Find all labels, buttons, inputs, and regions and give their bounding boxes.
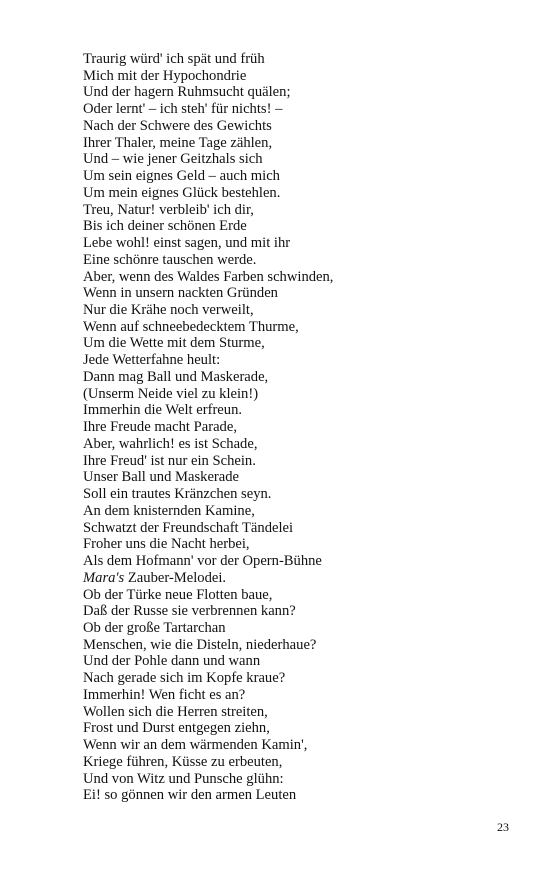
- poem-line: Nur die Krähe noch verweilt,: [83, 302, 254, 319]
- poem-line: Immerhin! Wen ficht es an?: [83, 686, 246, 703]
- poem-line: Und von Witz und Punsche glühn:: [83, 770, 284, 787]
- poem-line-rest: Zauber-Melodei.: [124, 569, 227, 586]
- poem-line: Ob der große Tartarchan: [83, 619, 226, 636]
- poem-line: Schwatzt der Freundschaft Tändelei: [83, 519, 294, 536]
- poem-line: Aber, wahrlich! es ist Schade,: [83, 435, 258, 452]
- poem-line: Um die Wette mit dem Sturme,: [83, 335, 265, 352]
- poem-line: Lebe wohl! einst sagen, und mit ihr: [83, 235, 291, 252]
- poem-line: Und der hagern Ruhmsucht quälen;: [83, 84, 291, 101]
- poem-line: Oder lernt' – ich steh' für nichts! –: [83, 101, 283, 118]
- page-number: 23: [497, 820, 509, 834]
- poem-line: Wenn wir an dem wärmenden Kamin',: [83, 737, 308, 754]
- poem-line: Und – wie jener Geitzhals sich: [83, 151, 263, 168]
- poem-line: Und der Pohle dann und wann: [83, 653, 261, 670]
- poem-line: Ihre Freude macht Parade,: [83, 419, 237, 436]
- poem-line: Aber, wenn des Waldes Farben schwinden,: [83, 268, 334, 285]
- poem-line: Immerhin die Welt erfreun.: [83, 402, 243, 419]
- poem-line: Um sein eignes Geld – auch mich: [83, 168, 280, 185]
- poem-line: (Unserm Neide viel zu klein!): [83, 385, 259, 402]
- italic-name: Mara's: [83, 569, 125, 586]
- poem-line: Unser Ball und Maskerade: [83, 469, 240, 486]
- poem-line: Um mein eignes Glück bestehlen.: [83, 184, 281, 201]
- poem-line: Jede Wetterfahne heult:: [83, 352, 221, 369]
- poem-line: Wollen sich die Herren streiten,: [83, 703, 268, 720]
- poem-line: Bis ich deiner schönen Erde: [83, 218, 247, 235]
- poem-line: Wenn in unsern nackten Gründen: [83, 285, 278, 302]
- poem-line: Ihre Freud' ist nur ein Schein.: [83, 452, 256, 469]
- poem-line: Als dem Hofmann' vor der Opern-Bühne: [83, 553, 322, 570]
- poem-line: Eine schönre tauschen werde.: [83, 251, 257, 268]
- poem-line: Ob der Türke neue Flotten baue,: [83, 586, 273, 603]
- poem-line: Kriege führen, Küsse zu erbeuten,: [83, 753, 283, 770]
- poem-line: Nach der Schwere des Gewichts: [83, 117, 272, 134]
- poem-line: An dem knisternden Kamine,: [83, 502, 255, 519]
- poem-line: Nach gerade sich im Kopfe kraue?: [83, 670, 286, 687]
- poem-line: Traurig würd' ich spät und früh: [83, 51, 265, 67]
- poem-line: Frost und Durst entgegen ziehn,: [83, 720, 270, 737]
- poem-line: Ei! so gönnen wir den armen Leuten: [83, 787, 297, 804]
- poem-line: Dann mag Ball und Maskerade,: [83, 368, 269, 385]
- poem-line: Treu, Natur! verbleib' ich dir,: [83, 201, 254, 218]
- poem-line: Daß der Russe sie verbrennen kann?: [83, 603, 296, 620]
- poem-line: Menschen, wie die Disteln, niederhaue?: [83, 636, 317, 653]
- poem-line: [83, 570, 523, 587]
- poem-line: Mich mit der Hypochondrie: [83, 67, 247, 84]
- poem-line: Froher uns die Nacht herbei,: [83, 536, 250, 553]
- poem-line: Ihrer Thaler, meine Tage zählen,: [83, 134, 273, 151]
- poem-text: [83, 51, 523, 804]
- poem-line: Wenn auf schneebedecktem Thurme,: [83, 318, 299, 335]
- poem-line: Soll ein trautes Kränzchen seyn.: [83, 486, 272, 503]
